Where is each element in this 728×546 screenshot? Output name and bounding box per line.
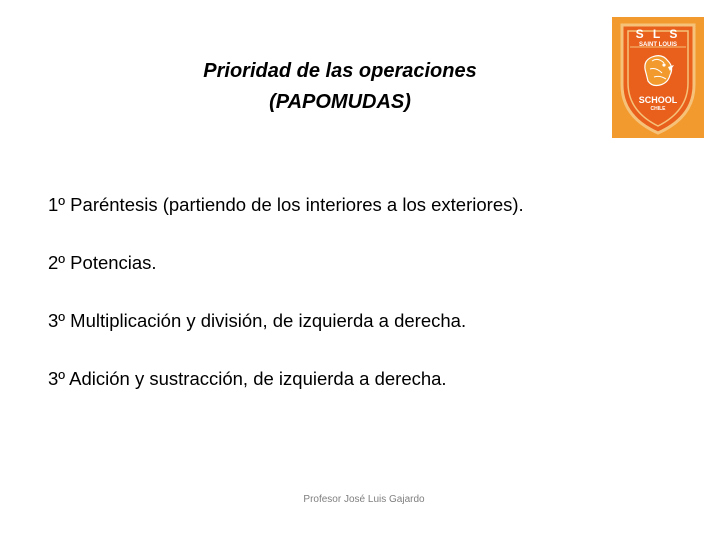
logo-line-3: CHILE — [650, 106, 666, 112]
logo-letters: S L S — [635, 27, 681, 41]
list-item-addition-subtraction: 3º Adición y sustracción, de izquierda a derecha. — [48, 368, 447, 389]
slide-title — [160, 56, 520, 118]
school-logo — [612, 17, 704, 138]
list-item-parentheses: 1º Paréntesis (partiendo de los interiores a los exteriores). — [48, 194, 524, 215]
slide-title-line-1: Prioridad de las operaciones — [203, 60, 477, 82]
logo-line-1: SAINT LOUIS — [638, 42, 677, 48]
operations-list — [48, 190, 648, 422]
slide-title-line-2: (PAPOMUDAS) — [269, 91, 411, 113]
list-item-multiplication-division: 3º Multiplicación y división, de izquierda a derecha. — [48, 310, 467, 331]
logo-line-2: SCHOOL — [638, 95, 678, 105]
list-item-powers: 2º Potencias. — [48, 252, 157, 273]
slide-footer: Profesor José Luis Gajardo — [303, 494, 425, 505]
